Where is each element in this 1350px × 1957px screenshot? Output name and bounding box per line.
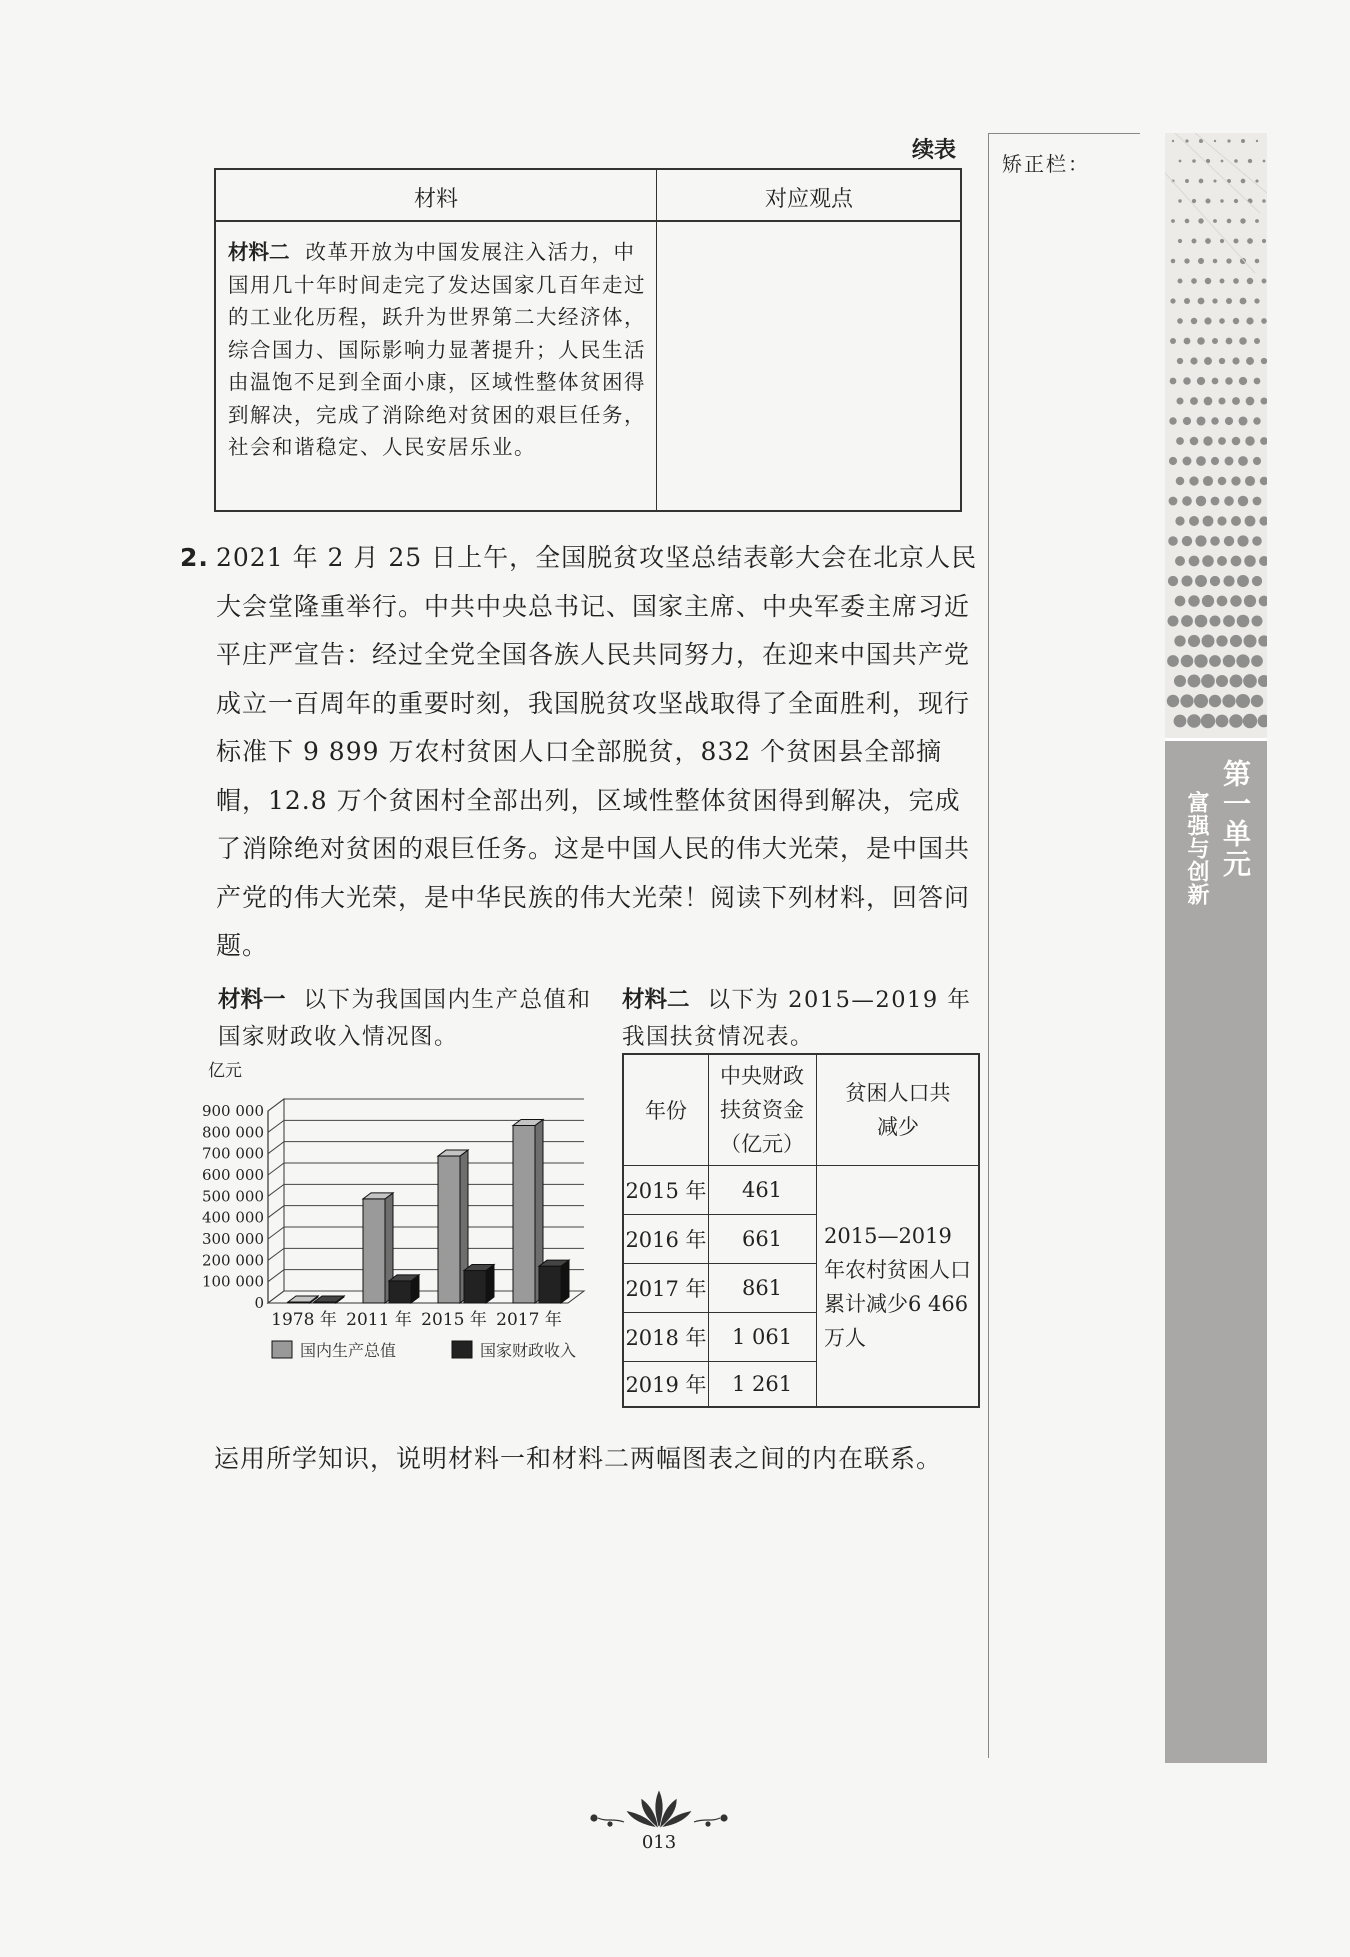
halftone-dot	[1247, 278, 1254, 285]
bar-side	[561, 1260, 569, 1303]
halftone-dot	[1246, 317, 1253, 324]
legend-label: 国家财政收入	[480, 1341, 577, 1360]
halftone-dot	[1178, 239, 1182, 243]
halftone-dot	[1236, 654, 1249, 667]
halftone-dot	[1263, 160, 1266, 163]
halftone-dot	[1212, 378, 1219, 385]
halftone-dot	[1188, 595, 1199, 606]
y-tick-label: 0	[254, 1294, 264, 1312]
viewpoint-answer-cell[interactable]	[660, 226, 958, 508]
halftone-dot	[1240, 218, 1245, 223]
x-tick-label: 1978 年	[271, 1310, 337, 1330]
reduction-note: 2015—2019 年农村贫困人口累计减少6 466 万人	[824, 1223, 971, 1350]
halftone-dot	[1188, 675, 1201, 688]
halftone-dot	[1210, 536, 1220, 546]
header-viewpoint: 对应观点	[764, 187, 853, 212]
halftone-dot	[1175, 556, 1185, 566]
halftone-dot	[1219, 318, 1225, 324]
halftone-dot	[1259, 556, 1267, 566]
material-table	[214, 168, 962, 512]
halftone-dot	[1195, 575, 1207, 587]
bar	[539, 1266, 561, 1303]
halftone-dot	[1190, 437, 1199, 446]
halftone-dot	[1223, 615, 1235, 627]
halftone-dot	[1167, 695, 1179, 707]
y-tick-label: 200 000	[201, 1251, 264, 1270]
halftone-dot	[1244, 595, 1256, 607]
unit-sidebar	[1165, 133, 1267, 1763]
halftone-dot	[1221, 160, 1224, 163]
halftone-dot	[1214, 140, 1216, 142]
material-two-caption-text: 以下为 2015—2019 年我国扶贫情况表。	[622, 987, 972, 1050]
gridline	[268, 1099, 584, 1111]
halftone-dot	[1209, 695, 1221, 707]
halftone-dot	[1218, 397, 1225, 404]
halftone-dot	[1189, 516, 1199, 526]
legend-swatch	[452, 1341, 472, 1358]
halftone-dot	[1203, 516, 1214, 527]
row-year: 2016 年	[625, 1227, 707, 1252]
continued-table-label: 续表	[912, 138, 957, 163]
halftone-dot	[1254, 378, 1261, 385]
halftone-dot	[1213, 219, 1217, 223]
halftone-dot	[1211, 457, 1219, 465]
material-one-caption	[218, 982, 608, 1056]
x-tick-label: 2017 年	[496, 1310, 562, 1330]
halftone-dot	[1181, 575, 1192, 586]
halftone-dot	[1254, 338, 1260, 344]
halftone-dot	[1185, 139, 1188, 142]
halftone-dot	[1230, 595, 1241, 606]
halftone-dot	[1176, 397, 1183, 404]
bar	[438, 1156, 460, 1303]
material-two-cell	[228, 236, 648, 464]
x-tick-label: 2015 年	[421, 1310, 487, 1330]
halftone-dot	[1229, 714, 1243, 728]
halftone-dot	[1182, 536, 1192, 546]
halftone-dot	[1198, 258, 1204, 264]
halftone-dot	[1220, 199, 1223, 202]
halftone-dot	[1225, 377, 1233, 385]
halftone-dot	[1170, 338, 1176, 344]
halftone-dot	[1237, 615, 1250, 628]
halftone-dot	[1196, 416, 1205, 425]
halftone-dot	[1170, 378, 1177, 385]
halftone-dot	[1170, 298, 1175, 303]
bar	[389, 1281, 411, 1303]
halftone-dot	[1213, 259, 1218, 264]
halftone-dot	[1171, 219, 1175, 223]
halftone-dot	[1246, 397, 1255, 406]
material-two-table-label: 材料二	[622, 987, 690, 1013]
halftone-dot	[1189, 476, 1198, 485]
halftone-dot	[1177, 318, 1183, 324]
halftone-dot	[1240, 298, 1247, 305]
halftone-dot	[1226, 258, 1231, 263]
halftone-dot	[1220, 279, 1225, 284]
bar	[513, 1125, 535, 1303]
halftone-dot	[1205, 278, 1212, 285]
halftone-dot	[1232, 397, 1240, 405]
halftone-dot	[1196, 496, 1206, 506]
halftone-dot	[1244, 635, 1257, 648]
halftone-dot	[1184, 338, 1191, 345]
halftone-dot	[1236, 694, 1250, 708]
row-year: 2018 年	[625, 1325, 707, 1350]
halftone-dot	[1195, 535, 1206, 546]
halftone-dot	[1194, 654, 1207, 667]
halftone-dot	[1238, 496, 1248, 506]
correction-top-rule	[988, 133, 1140, 134]
halftone-dot	[1196, 456, 1206, 466]
halftone-dot	[1220, 239, 1224, 243]
halftone-dot	[1192, 159, 1196, 163]
material-two-caption	[622, 982, 992, 1056]
correction-label: 矫正栏：	[1002, 152, 1090, 176]
halftone-dot	[1190, 357, 1197, 364]
halftone-dot	[1184, 258, 1189, 263]
halftone-dot	[1227, 219, 1232, 224]
halftone-dot	[1183, 457, 1192, 466]
halftone-dot	[1176, 437, 1184, 445]
halftone-dot	[1253, 457, 1261, 465]
halftone-dot	[1167, 655, 1179, 667]
halftone-dot	[1262, 239, 1266, 243]
halftone-dot	[1174, 635, 1185, 646]
y-tick-label: 600 000	[201, 1166, 264, 1184]
halftone-dot	[1180, 694, 1193, 707]
halftone-dot	[1258, 635, 1267, 646]
halftone-dot	[1225, 457, 1234, 466]
halftone-dot	[1169, 417, 1176, 424]
halftone-dot	[1234, 199, 1238, 203]
halftone-dot	[1211, 497, 1220, 506]
halftone-decoration	[1165, 133, 1267, 738]
halftone-dot	[1226, 298, 1232, 304]
halftone-dot	[1175, 596, 1186, 607]
halftone-dot	[1251, 615, 1262, 626]
halftone-dot	[1222, 694, 1235, 707]
halftone-dot	[1218, 437, 1226, 445]
row-funds: 1 061	[731, 1324, 793, 1349]
halftone-dot	[1245, 516, 1256, 527]
halftone-dot	[1204, 317, 1211, 324]
halftone-dot	[1252, 536, 1262, 546]
halftone-dot	[1216, 635, 1227, 646]
halftone-dot	[1233, 318, 1239, 324]
halftone-dot	[1183, 417, 1191, 425]
bar	[464, 1271, 486, 1303]
halftone-dot	[1255, 219, 1259, 223]
halftone-dot	[1213, 179, 1216, 182]
row-year: 2017 年	[625, 1276, 707, 1301]
y-tick-label: 100 000	[201, 1272, 264, 1291]
header-material: 材料	[413, 187, 458, 212]
halftone-dot	[1177, 358, 1183, 364]
halftone-dot	[1187, 714, 1201, 728]
halftone-dot	[1181, 615, 1193, 627]
y-tick-label: 400 000	[201, 1208, 264, 1227]
halftone-dot	[1209, 615, 1220, 626]
halftone-dot	[1241, 179, 1246, 184]
halftone-dot	[1216, 715, 1229, 728]
halftone-dot	[1168, 576, 1178, 586]
row-funds: 661	[741, 1226, 783, 1251]
halftone-dot	[1260, 477, 1267, 485]
correction-divider	[988, 133, 989, 1758]
halftone-dot	[1252, 576, 1262, 586]
halftone-dot	[1258, 675, 1267, 687]
halftone-dot	[1224, 496, 1234, 506]
halftone-dot	[1203, 436, 1212, 445]
halftone-dot	[1251, 695, 1263, 707]
halftone-dot	[1230, 635, 1242, 647]
header-funds: 中央财政扶贫资金（亿元）	[720, 1064, 804, 1156]
halftone-dot	[1244, 555, 1256, 567]
halftone-dot	[1202, 555, 1214, 567]
bar-side	[486, 1265, 494, 1303]
unit-subtitle: 富强与创新	[1184, 791, 1209, 906]
header-year: 年份	[645, 1099, 687, 1123]
y-tick-label: 900 000	[201, 1102, 264, 1120]
halftone-dot	[1216, 675, 1228, 687]
page-number: 013	[641, 1832, 677, 1853]
halftone-dot	[1217, 596, 1228, 607]
halftone-dot	[1168, 536, 1178, 546]
halftone-dot	[1178, 279, 1183, 284]
material-one-label: 材料一	[218, 987, 286, 1013]
table-divider	[656, 170, 657, 510]
halftone-dot	[1174, 715, 1187, 728]
halftone-dot	[1231, 476, 1240, 485]
halftone-dot	[1248, 159, 1252, 163]
halftone-dot	[1261, 358, 1267, 364]
halftone-dot	[1259, 516, 1267, 525]
halftone-dot	[1169, 457, 1177, 465]
halftone-dot	[1197, 337, 1205, 345]
halftone-dot	[1189, 556, 1200, 567]
halftone-dot	[1258, 715, 1267, 728]
halftone-dot	[1225, 417, 1233, 425]
halftone-dot	[1176, 477, 1184, 485]
halftone-dot	[1181, 655, 1194, 668]
halftone-dot	[1205, 238, 1211, 244]
halftone-dot	[1184, 298, 1190, 304]
halftone-dot	[1251, 655, 1263, 667]
row-year: 2015 年	[625, 1178, 707, 1203]
halftone-dot	[1190, 397, 1198, 405]
question-2-task: 运用所学知识，说明材料一和材料二两幅图表之间的内在联系。	[214, 1444, 943, 1473]
y-tick-label: 700 000	[201, 1144, 264, 1163]
halftone-dot	[1232, 357, 1239, 364]
halftone-dot	[1191, 318, 1197, 324]
halftone-dot	[1234, 159, 1238, 163]
question-2-text: 2021 年 2 月 25 日上午，全国脱贫攻坚总结表彰大会在北京人民大会堂隆重举行。中共中央总书记、国家主席、中央军委主席习近平庄严宣告：经过全党全国各族人民共同努力，在迎来中国共产党成立一百周年的重要时刻，我国脱贫攻坚战取得了全面胜利，现行标准下 9 899 万农村贫困人口全部脱贫，832 个贫困县全部摘帽，12.8 万个贫困村全部出列，区域性整体贫困得到解决，完成了消除绝对贫困的艰巨任务。这是中国人民的伟大光荣，是中国共产党的伟大光荣，是中华民族的伟大光荣！阅读下列材料，回答问题。	[216, 543, 978, 960]
halftone-dot	[1185, 219, 1190, 224]
halftone-dot	[1224, 536, 1234, 546]
halftone-dot	[1234, 239, 1239, 244]
halftone-dot	[1202, 595, 1214, 607]
halftone-dot	[1255, 259, 1260, 264]
halftone-dot	[1223, 655, 1236, 668]
halftone-dot	[1167, 615, 1178, 626]
halftone-dot	[1219, 358, 1225, 364]
halftone-dot	[1174, 675, 1186, 687]
halftone-dot	[1231, 556, 1242, 567]
halftone-dot	[1201, 674, 1215, 688]
halftone-dot	[1178, 199, 1181, 202]
halftone-dot	[1218, 477, 1226, 485]
halftone-dot	[1261, 318, 1267, 324]
halftone-dot	[1245, 436, 1254, 445]
y-tick-label: 300 000	[201, 1230, 264, 1248]
halftone-dot	[1262, 279, 1267, 284]
halftone-dot	[1197, 377, 1205, 385]
halftone-dot	[1169, 497, 1178, 506]
halftone-dot	[1247, 198, 1252, 203]
halftone-dot	[1227, 139, 1230, 142]
page-footer	[584, 1788, 734, 1858]
halftone-dot	[1171, 259, 1176, 264]
halftone-dot	[1188, 635, 1200, 647]
halftone-dot	[1246, 357, 1254, 365]
halftone-dot	[1239, 337, 1247, 345]
row-year: 2019 年	[625, 1372, 707, 1397]
row-funds: 1 261	[731, 1371, 793, 1396]
halftone-dot	[1241, 139, 1245, 143]
unit-tab	[1165, 738, 1267, 1763]
legend-label: 国内生产总值	[300, 1341, 397, 1360]
halftone-dot	[1243, 714, 1257, 728]
halftone-dot	[1253, 417, 1260, 424]
halftone-dot	[1231, 516, 1241, 526]
halftone-dot	[1217, 556, 1227, 566]
halftone-dot	[1203, 476, 1213, 486]
halftone-dot	[1198, 218, 1203, 223]
halftone-dot	[1210, 576, 1220, 586]
halftone-dot	[1201, 714, 1215, 728]
material-two-label: 材料二	[228, 240, 290, 264]
halftone-dot	[1205, 198, 1210, 203]
halftone-dot	[1204, 397, 1213, 406]
question-number: 2.	[180, 543, 209, 572]
legend-swatch	[272, 1341, 292, 1358]
halftone-dot	[1255, 179, 1258, 182]
halftone-dot	[1240, 258, 1246, 264]
halftone-dot	[1202, 635, 1215, 648]
halftone-dot	[1192, 199, 1196, 203]
halftone-dot	[1226, 338, 1233, 345]
halftone-dot	[1230, 675, 1243, 688]
material-one-caption-text: 以下为我国国内生产总值和国家财政收入情况图。	[218, 987, 592, 1050]
halftone-dot	[1237, 575, 1249, 587]
material-two-text: 改革开放为中国发展注入活力，中国用几十年时间走完了发达国家几百年走过的工业化历程，跃升为世界第二大经济体，综合国力、国际影响力显著提升；人民生活由温饱不足到全面小康，区域性整体贫困得到解决，完成了消除绝对贫困的艰巨任务，社会和谐稳定、人民安居乐业。	[228, 240, 646, 459]
halftone-dot	[1192, 239, 1197, 244]
halftone-dot	[1172, 140, 1174, 142]
halftone-dot	[1209, 655, 1221, 667]
y-tick-label: 500 000	[201, 1187, 264, 1206]
halftone-dot	[1198, 298, 1205, 305]
halftone-dot	[1254, 298, 1259, 303]
halftone-dot	[1212, 338, 1218, 344]
chart-left-wall	[268, 1099, 284, 1303]
halftone-dot	[1199, 179, 1204, 184]
halftone-dot	[1204, 357, 1212, 365]
halftone-dot	[1191, 278, 1197, 284]
floral-ornament	[584, 1788, 734, 1832]
halftone-dot	[1247, 238, 1253, 244]
halftone-dot	[1211, 417, 1218, 424]
halftone-dot	[1253, 497, 1262, 506]
halftone-dot	[1183, 377, 1191, 385]
halftone-dot	[1195, 615, 1208, 628]
halftone-dot	[1223, 575, 1234, 586]
halftone-dot	[1233, 278, 1239, 284]
header-reduction: 贫困人口共减少	[845, 1081, 951, 1139]
y-tick-label: 800 000	[201, 1123, 264, 1142]
halftone-dot	[1260, 397, 1267, 404]
gdp-revenue-chart	[190, 1058, 620, 1368]
halftone-dot	[1194, 694, 1208, 708]
halftone-dot	[1237, 535, 1248, 546]
halftone-dot	[1239, 377, 1247, 385]
unit-title: 第一单元	[1219, 759, 1252, 879]
halftone-dot	[1238, 416, 1247, 425]
halftone-dot	[1260, 437, 1267, 445]
halftone-dot	[1256, 140, 1258, 142]
halftone-dot	[1217, 516, 1226, 525]
halftone-dot	[1243, 674, 1257, 688]
question-2	[180, 534, 980, 971]
halftone-dot	[1212, 298, 1217, 303]
x-tick-label: 2011 年	[346, 1310, 412, 1330]
halftone-dot	[1232, 437, 1241, 446]
halftone-dot	[1179, 160, 1182, 163]
row-funds: 461	[741, 1177, 783, 1202]
bar	[363, 1199, 385, 1303]
halftone-dot	[1182, 496, 1192, 506]
halftone-dot	[1259, 596, 1267, 607]
poverty-table	[622, 1053, 980, 1408]
halftone-dot	[1245, 476, 1255, 486]
row-funds: 861	[741, 1275, 783, 1300]
halftone-dot	[1185, 179, 1189, 183]
halftone-dot	[1175, 516, 1184, 525]
halftone-dot	[1262, 199, 1265, 202]
halftone-dot	[1238, 456, 1248, 466]
y-axis-unit: 亿元	[208, 1061, 242, 1081]
